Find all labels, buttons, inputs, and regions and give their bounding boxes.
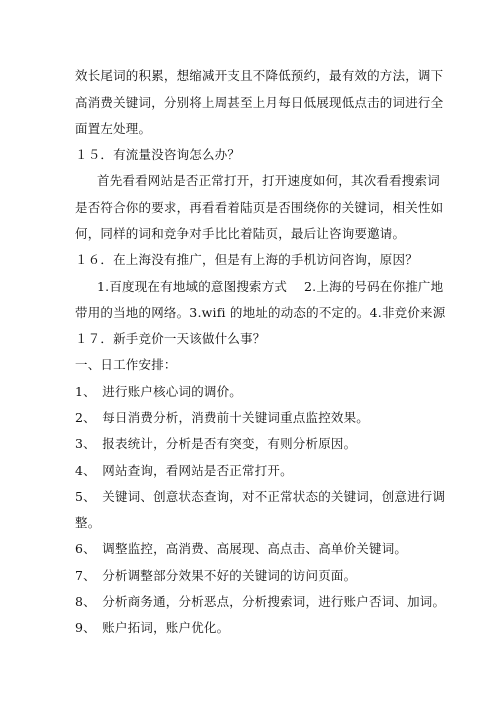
list-item: 8、 分析商务通，分析恶点，分析搜索词，进行账户否词、加词。: [75, 594, 446, 609]
paragraph-line: 是否符合你的要求，再看看着陆页是否围绕你的关键词，相关性如: [75, 200, 444, 215]
list-item: 5、 关键词、创意状态查询，对不正常状态的关键词，创意进行调: [75, 489, 446, 504]
paragraph-line: 何，同样的词和竞争对手比比着陆页，最后让咨询要邀请。: [75, 226, 406, 241]
list-item: 1、 进行账户核心词的调价。: [75, 384, 243, 399]
section-heading-15: １５．有流量没咨询怎么办？: [75, 147, 241, 162]
list-item: 2、 每日消费分析，消费前十关键词重点监控效果。: [75, 410, 370, 425]
list-item: 9、 账户拓词，账户优化。: [75, 620, 230, 635]
paragraph-line: 首先看看网站是否正常打开，打开速度如何，其次看看搜索词: [97, 173, 440, 188]
paragraph-line: 面置左处理。: [75, 121, 152, 136]
paragraph-line: 带用的当地的网络。3.wifi 的地址的动态的不定的。4.非竞价来源: [75, 305, 446, 320]
paragraph-line: 效长尾词的积累，想缩减开支且不降低预约，最有效的方法，调下: [75, 68, 444, 83]
section-heading-16: １６．在上海没有推广，但是有上海的手机访问咨询，原因？: [75, 252, 418, 267]
subheading-daily-schedule: 一、日工作安排：: [75, 357, 177, 372]
list-item: 3、 报表统计，分析是否有突变，有则分析原因。: [75, 436, 357, 451]
paragraph-line: 高消费关键词，分别将上周甚至上月每日低展现低点击的词进行全: [75, 95, 444, 110]
section-heading-17: １７．新手竞价一天该做什么事？: [75, 331, 266, 346]
list-item: 6、 调整监控，高消费、高展现、高点击、高单价关键词。: [75, 541, 408, 556]
paragraph-line: 1.百度现在有地域的意图搜索方式 2.上海的号码在你推广地: [97, 279, 444, 294]
list-item: 7、 分析调整部分效果不好的关键词的访问页面。: [75, 568, 357, 583]
list-item: 4、 网站查询，看网站是否正常打开。: [75, 463, 293, 478]
list-item-continuation: 整。: [75, 515, 101, 530]
